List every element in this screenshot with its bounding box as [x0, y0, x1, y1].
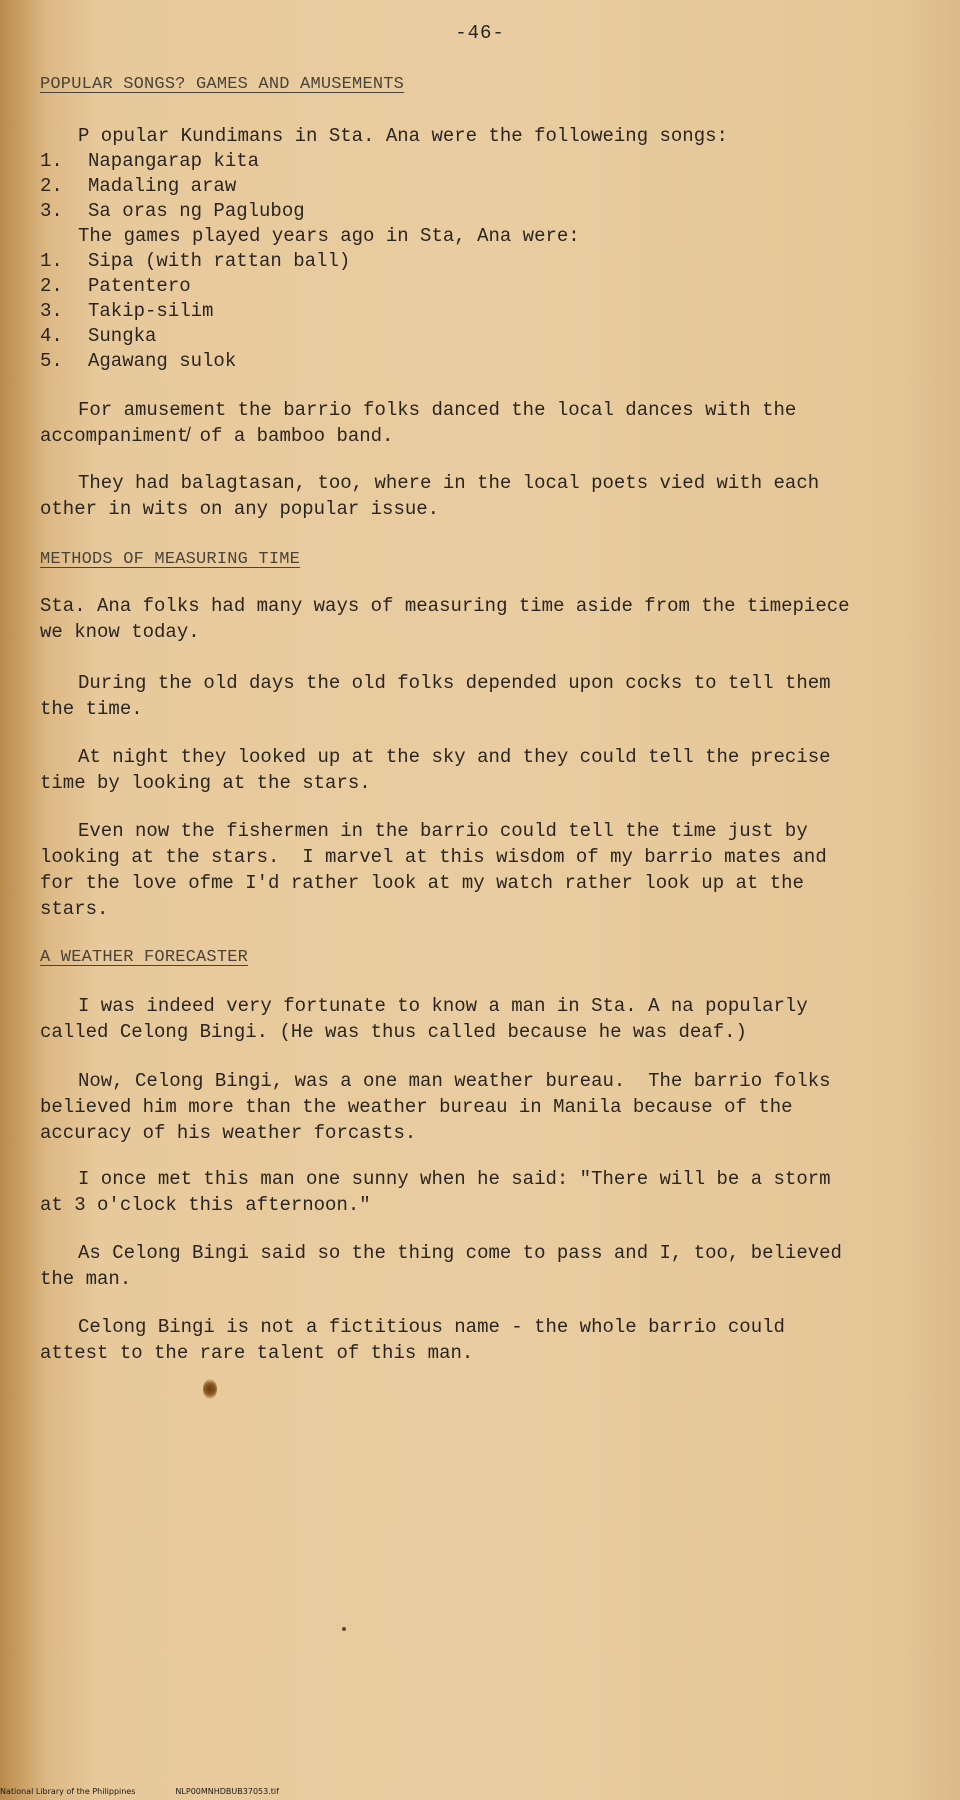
- section-heading-songs: POPULAR SONGS? GAMES AND AMUSEMENTS: [40, 75, 405, 94]
- page-number: -46-: [455, 22, 505, 44]
- paragraph-line: accuracy of his weather forcasts.: [40, 1122, 417, 1144]
- speck: [342, 1627, 346, 1631]
- paragraph: [40, 1240, 920, 1292]
- paragraph-line: Now, Celong Bingi, was a one man weather bureau. The barrio folks: [78, 1070, 831, 1092]
- section-heading-weather: A WEATHER FORECASTER: [40, 948, 249, 967]
- paragraph-line: They had balagtasan, too, where in the local poets vied with each: [78, 472, 820, 494]
- paragraph-line: looking at the stars. I marvel at this wisdom of my barrio mates and: [40, 846, 827, 868]
- paragraph-line: I once met this man one sunny when he said: "There will be a storm: [78, 1168, 831, 1190]
- paragraph: [40, 1314, 920, 1366]
- paragraph: [40, 670, 920, 722]
- paragraph-line: time by looking at the stars.: [40, 772, 371, 794]
- paragraph-line: believed him more than the weather bureau in Manila because of the: [40, 1096, 793, 1118]
- songs-intro-block: [40, 124, 920, 149]
- paragraph-line: At night they looked up at the sky and they could tell the precise: [78, 746, 831, 768]
- paragraph-line: other in wits on any popular issue.: [40, 498, 440, 520]
- section-weather: [40, 947, 920, 969]
- paragraph-line: at 3 o'clock this afternoon.": [40, 1194, 371, 1216]
- paragraph: [40, 397, 920, 449]
- paragraph-line: Even now the fishermen in the barrio could tell the time just by: [78, 820, 808, 842]
- scan-footer: [0, 1787, 279, 1796]
- paragraph-line: for the love ofme I'd rather look at my watch rather look up at the: [40, 872, 804, 894]
- section-songs: [40, 74, 920, 96]
- paragraph-line: the man.: [40, 1268, 132, 1290]
- paragraph-line: accompaniment̸ of a bamboo band.: [40, 425, 394, 447]
- list-item: 2. Madaling araw: [40, 175, 237, 197]
- paragraph: [40, 993, 920, 1045]
- songs-list: [40, 149, 920, 374]
- list-item: 2. Patentero: [40, 275, 191, 297]
- section-time: [40, 549, 920, 571]
- paragraph-line: During the old days the old folks depended upon cocks to tell them: [78, 672, 831, 694]
- list-item: 3. Takip-silim: [40, 300, 214, 322]
- paragraph-line: I was indeed very fortunate to know a man in Sta. A na popularly: [78, 995, 808, 1017]
- games-intro: The games played years ago in Sta, Ana were:: [78, 225, 580, 247]
- paragraph-line: Sta. Ana folks had many ways of measuring time aside from the timepiece: [40, 595, 850, 617]
- paragraph: [40, 1068, 920, 1146]
- paragraph-line: called Celong Bingi. (He was thus called because he was deaf.): [40, 1021, 747, 1043]
- footer-file-id: NLP00MNHDBUB37053.tif: [175, 1787, 279, 1796]
- list-item: 4. Sungka: [40, 325, 157, 347]
- paragraph: [40, 744, 920, 796]
- footer-library: National Library of the Philippines: [0, 1787, 136, 1796]
- songs-intro: P opular Kundimans in Sta. Ana were the followeing songs:: [78, 125, 728, 147]
- paragraph-line: we know today.: [40, 621, 200, 643]
- list-item: 1. Sipa (with rattan ball): [40, 250, 351, 272]
- section-heading-time: METHODS OF MEASURING TIME: [40, 550, 301, 569]
- paragraph-line: As Celong Bingi said so the thing come to pass and I, too, believed: [78, 1242, 842, 1264]
- list-item: 5. Agawang sulok: [40, 350, 237, 372]
- ink-stain: [203, 1379, 217, 1399]
- paragraph-line: For amusement the barrio folks danced the local dances with the: [78, 399, 797, 421]
- paragraph-line: the time.: [40, 698, 143, 720]
- list-item: 3. Sa oras ng Paglubog: [40, 200, 305, 222]
- list-item: 1. Napangarap kita: [40, 150, 260, 172]
- paragraph-line: Celong Bingi is not a fictitious name - the whole barrio could: [78, 1316, 785, 1338]
- paragraph-line: stars.: [40, 898, 109, 920]
- paragraph: [40, 593, 920, 645]
- paragraph: [40, 1166, 920, 1218]
- paragraph: [40, 470, 920, 522]
- paragraph-line: attest to the rare talent of this man.: [40, 1342, 474, 1364]
- paragraph: [40, 818, 920, 922]
